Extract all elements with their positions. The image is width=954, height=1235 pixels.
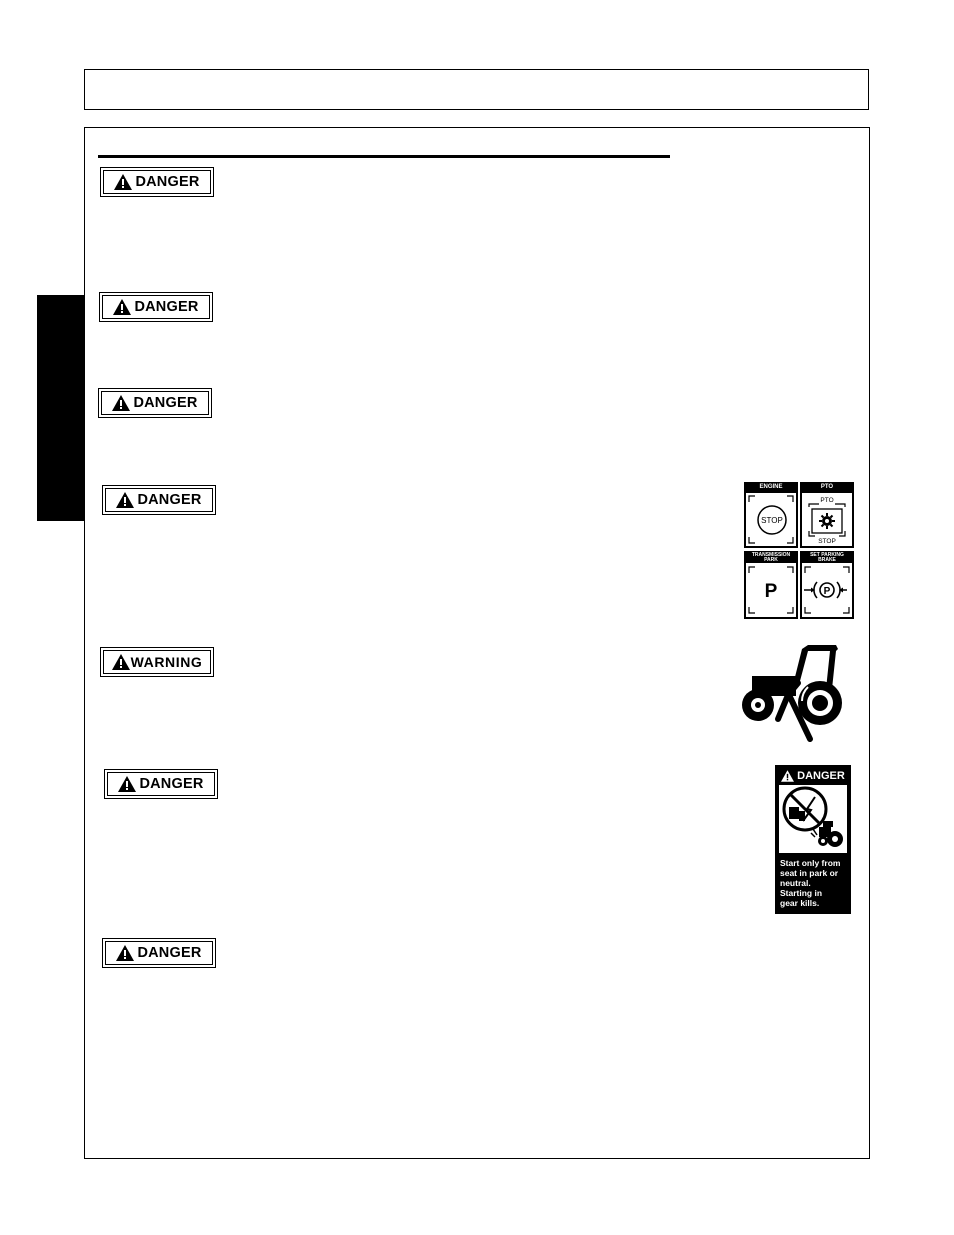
warning-triangle-icon: [116, 492, 134, 508]
danger-label-2: [99, 292, 213, 322]
pto-heading: PTO: [820, 484, 834, 490]
pto-stop-icon: [802, 493, 852, 546]
section-side-tab: [37, 295, 84, 521]
pto-inner-text: PTO: [820, 497, 834, 504]
danger-label-text: DANGER: [134, 299, 199, 315]
decal-header-text: DANGER: [797, 770, 845, 782]
danger-label-6: [102, 938, 216, 968]
pto-stop-panel: [800, 482, 854, 548]
engine-stop-icon: [746, 493, 796, 546]
park-icon: [746, 563, 796, 617]
danger-start-decal: [775, 765, 851, 914]
section-title-rule: [98, 155, 670, 158]
danger-label-1: [100, 167, 214, 197]
warning-triangle-icon: [116, 945, 134, 961]
decal-line-3: neutral.: [780, 878, 811, 888]
danger-label-text: DANGER: [135, 174, 200, 190]
engine-stop-text: STOP: [761, 516, 783, 525]
warning-triangle-icon: [113, 299, 131, 315]
danger-label-text: DANGER: [137, 945, 202, 961]
warning-triangle-icon: [114, 174, 132, 190]
decal-line-2: seat in park or: [780, 868, 839, 878]
brake-heading: BRAKE: [818, 556, 836, 563]
shutdown-procedure-decal: [744, 482, 856, 619]
set-parking-heading: SET PARKING: [810, 551, 844, 558]
engine-heading: ENGINE: [759, 484, 783, 490]
danger-label-text: DANGER: [137, 492, 202, 508]
no-bypass-start-icon: [779, 785, 847, 853]
transmission-heading: TRANSMISSION: [751, 551, 791, 558]
danger-label-text: DANGER: [133, 395, 198, 411]
engine-stop-panel: [744, 482, 798, 548]
warning-triangle-icon: [112, 395, 130, 411]
parking-brake-icon: [802, 563, 852, 617]
decal-line-1: Start only from: [780, 858, 841, 868]
parking-brake-panel: [800, 551, 854, 619]
danger-label-5: [104, 769, 218, 799]
warning-triangle-icon: [781, 770, 794, 782]
warning-triangle-icon: [112, 654, 130, 670]
decal-line-5: gear kills.: [780, 898, 820, 908]
park-heading: PARK: [764, 556, 778, 563]
warning-label-text: WARNING: [130, 654, 203, 670]
decal-body-text: [780, 858, 850, 908]
page-header-box: [84, 69, 869, 110]
transmission-park-panel: [744, 551, 798, 619]
pto-stop-text: STOP: [818, 538, 836, 545]
brake-p-letter: P: [823, 586, 831, 597]
warning-label: [100, 647, 214, 677]
danger-label-text: DANGER: [139, 776, 204, 792]
warning-triangle-icon: [118, 776, 136, 792]
tractor-runover-icon: [742, 643, 846, 743]
danger-label-3: [98, 388, 212, 418]
park-letter: P: [764, 581, 778, 602]
danger-label-4: [102, 485, 216, 515]
decal-line-4: Starting in: [780, 888, 823, 898]
